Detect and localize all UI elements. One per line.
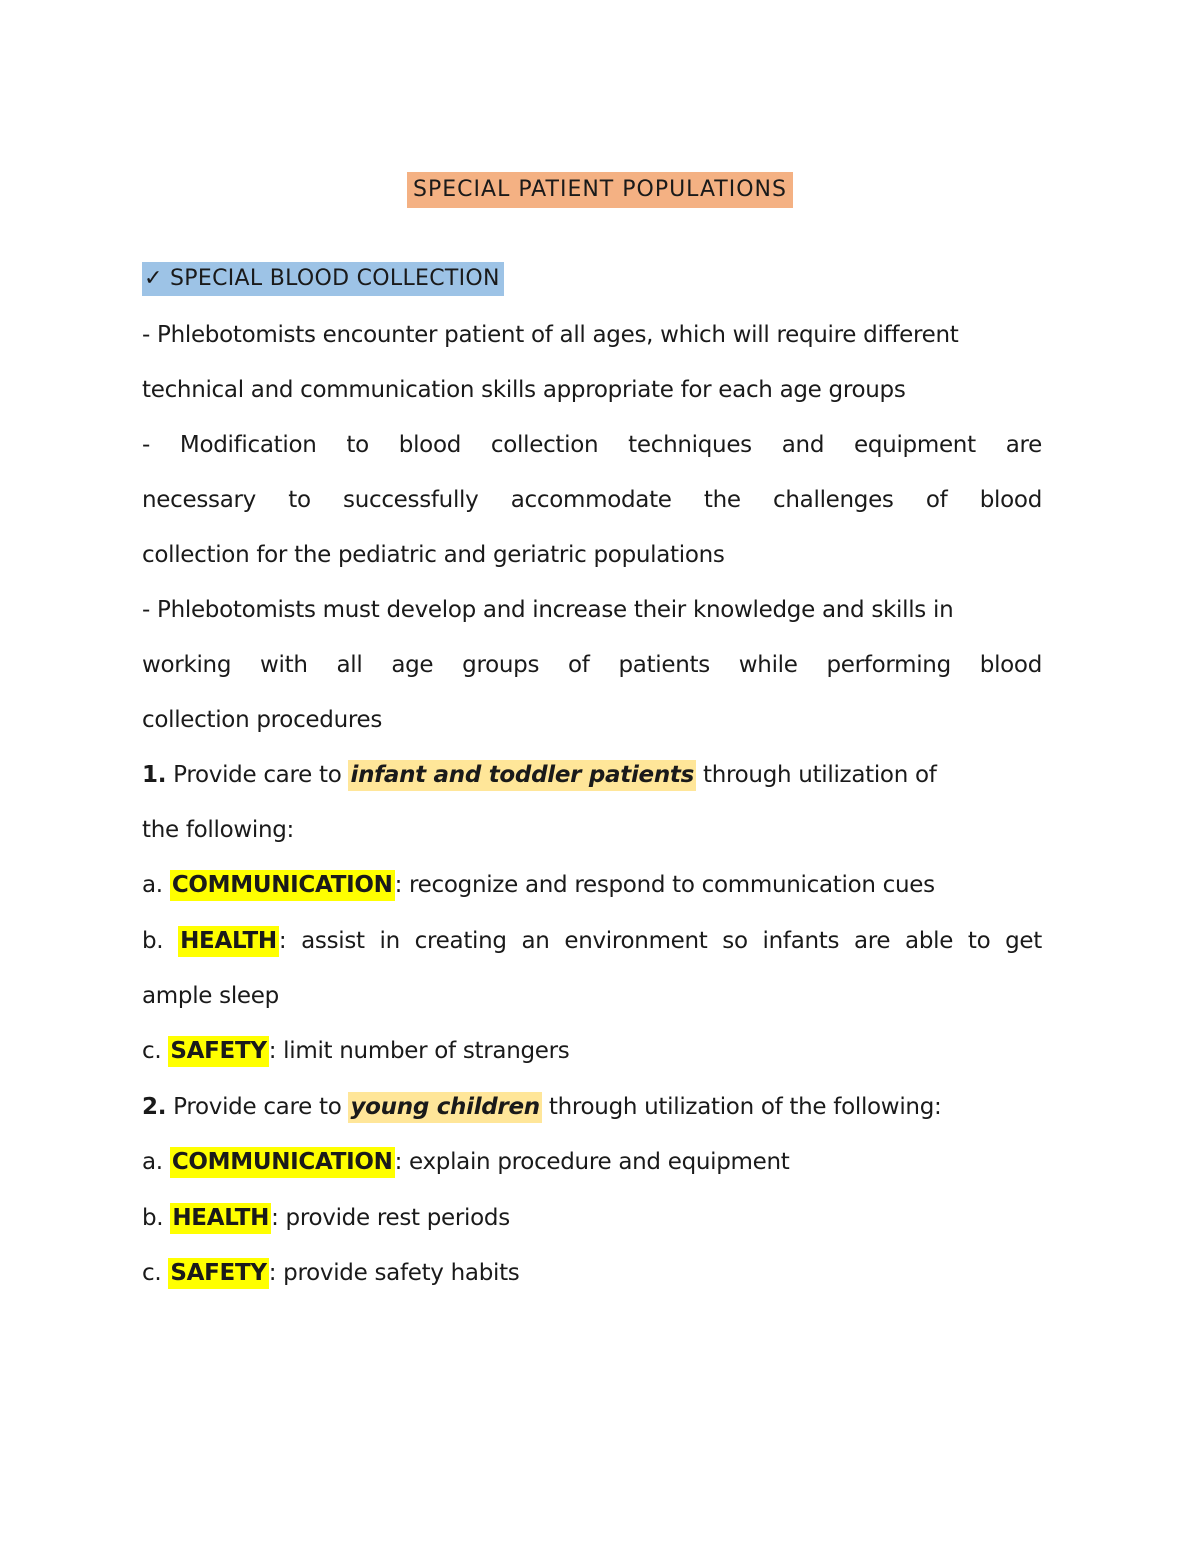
item-1-c-prefix: c. (142, 1038, 169, 1064)
paragraph-2-line-2: necessary to successfully accommodate the challenges of blood (142, 487, 1042, 513)
item-1-c (142, 1034, 1042, 1068)
paragraph-3-line-2: working with all age groups of patients while performing blood (142, 652, 1042, 678)
item-2-c (142, 1256, 1042, 1290)
item-1-heading (142, 758, 1042, 792)
paragraph-2-line-1: - Modification to blood collection techniques and equipment are (142, 432, 1042, 458)
item-2-b-text: : provide rest periods (271, 1205, 510, 1231)
item-1-c-text: : limit number of strangers (268, 1038, 570, 1064)
item-1-a-key: COMMUNICATION (170, 870, 395, 901)
item-2-heading (142, 1090, 1042, 1124)
paragraph-3-line-1: - Phlebotomists must develop and increase their knowledge and skills in (142, 597, 954, 623)
item-2-c-key: SAFETY (168, 1258, 268, 1289)
item-1-b-line-2: ample sleep (142, 983, 279, 1009)
item-1-b-prefix: b. (142, 928, 179, 954)
item-2-c-prefix: c. (142, 1260, 169, 1286)
item-2-c-text: : provide safety habits (268, 1260, 520, 1286)
section-heading (142, 262, 504, 296)
item-2-b-prefix: b. (142, 1205, 171, 1231)
checkmark-icon: ✓ (144, 266, 163, 291)
paragraph-3-line-3: collection procedures (142, 707, 383, 733)
paragraph-1-line-2: technical and communication skills appropriate for each age groups (142, 377, 906, 403)
item-2-pre: Provide care to (166, 1094, 349, 1120)
title-wrap (0, 172, 1200, 208)
item-1-a-prefix: a. (142, 872, 170, 898)
item-1-c-key: SAFETY (168, 1036, 268, 1067)
item-2-b-key: HEALTH (170, 1203, 271, 1234)
paragraph-2-line-3: collection for the pediatric and geriatric populations (142, 542, 725, 568)
item-1-line-2: the following: (142, 817, 295, 843)
paragraph-1-line-1: - Phlebotomists encounter patient of all ages, which will require different (142, 322, 959, 348)
item-2-a (142, 1145, 1042, 1179)
item-1-b (142, 924, 1042, 958)
item-2-number: 2. (142, 1094, 167, 1120)
item-1-number: 1. (142, 762, 167, 788)
item-2-b (142, 1201, 1042, 1235)
section-heading-text: SPECIAL BLOOD COLLECTION (170, 266, 500, 291)
page-title: SPECIAL PATIENT POPULATIONS (407, 172, 793, 208)
item-1-b-key: HEALTH (178, 926, 279, 957)
item-1-pre: Provide care to (166, 762, 349, 788)
item-2-a-text: : explain procedure and equipment (394, 1149, 790, 1175)
item-2-post: through utilization of the following: (541, 1094, 942, 1120)
item-1-b-text: : assist in creating an environment so infants are able to get (278, 928, 1042, 954)
item-1-highlight: infant and toddler patients (348, 760, 696, 791)
item-2-a-prefix: a. (142, 1149, 170, 1175)
item-1-post: through utilization of (696, 762, 937, 788)
item-1-a-text: : recognize and respond to communication cues (394, 872, 935, 898)
item-1-a (142, 868, 1042, 902)
item-2-highlight: young children (348, 1092, 541, 1123)
item-2-a-key: COMMUNICATION (170, 1147, 395, 1178)
